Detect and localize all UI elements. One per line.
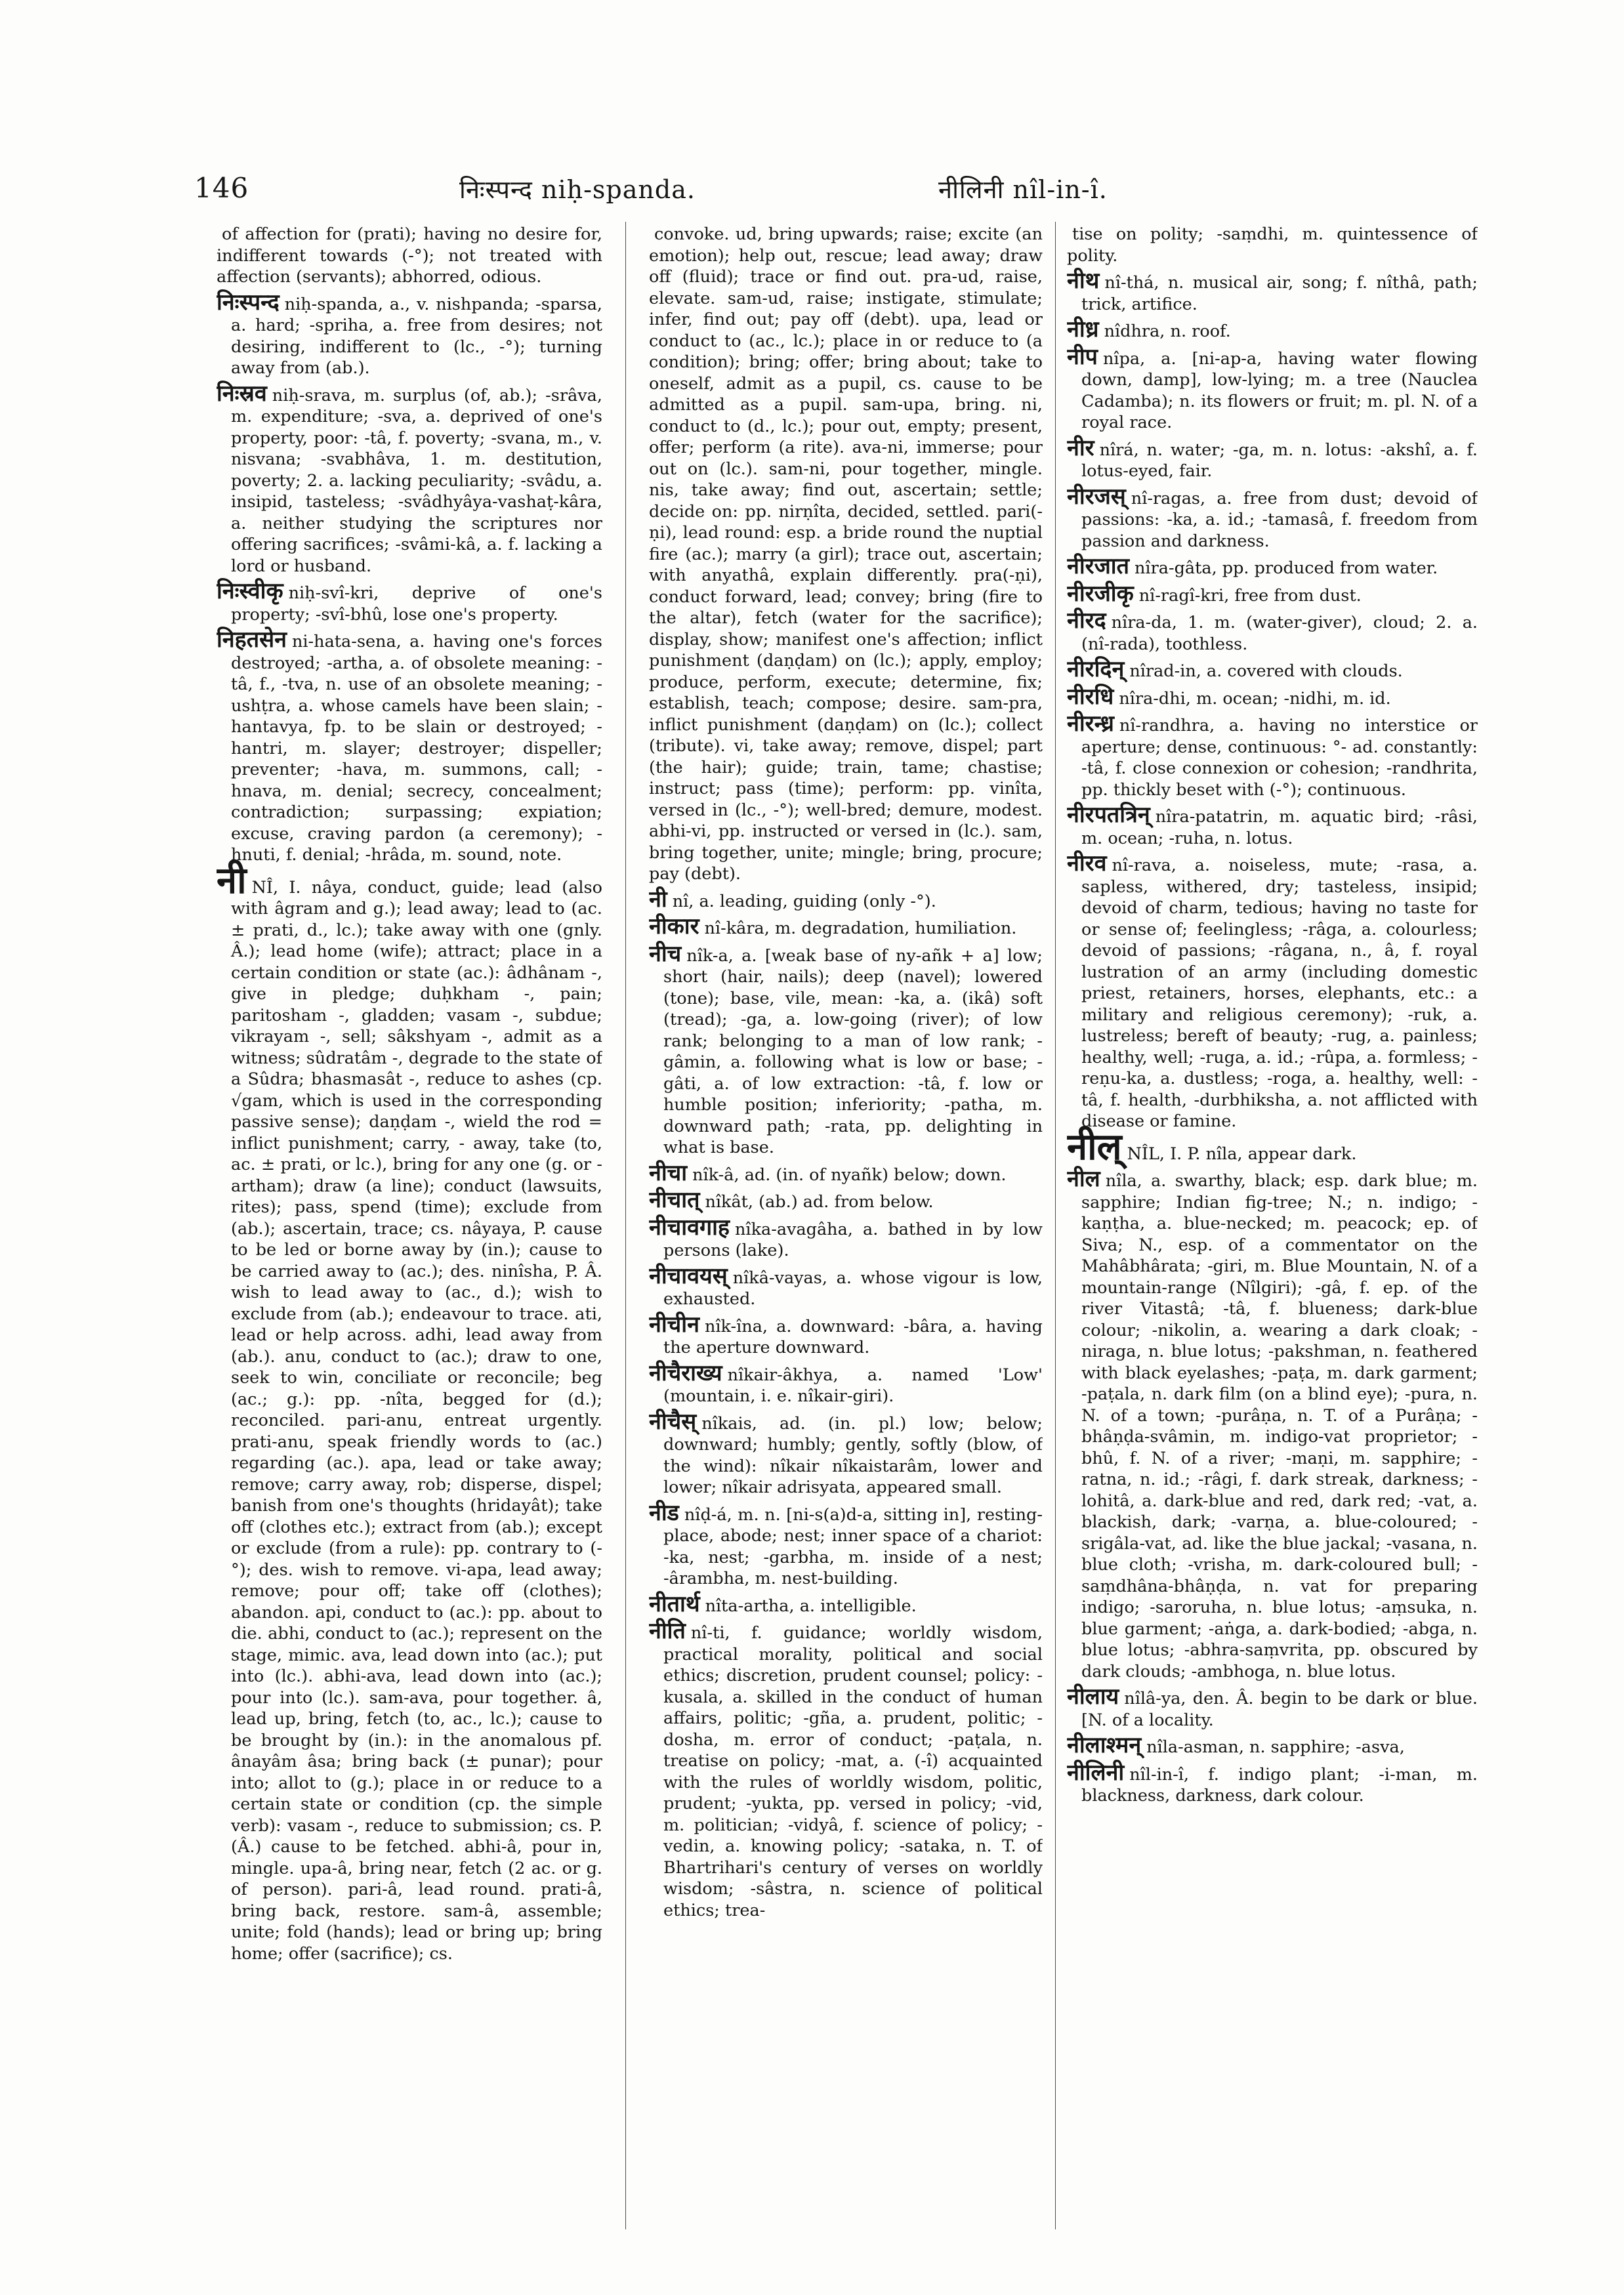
dictionary-entry (217, 222, 602, 288)
entry-headword: नीर (1067, 434, 1094, 461)
entry-headword: नीचावयस् (649, 1262, 728, 1289)
entry-headword: नीप (1067, 343, 1098, 370)
page-number: 146 (194, 172, 249, 204)
column-3 (1067, 222, 1478, 2256)
entry-text: nîḍ-á, m. n. [ni-s(a)d-a, sitting in], resting-place, abode; nest; inner space of a chariot: -ka, nest; -garbha, m. inside of a nest; -ârambha, m. nest-building. (663, 1504, 1043, 1588)
entry-headword: नीच (649, 940, 682, 967)
entry-text: nîpa, a. [ni-ap-a, having water flowing down, damp], low-lying; m. a tree (Nauclea Cadamba); n. its flowers or fruit; m. pl. N. of a royal race. (1081, 348, 1478, 432)
entry-text: nîk-a, a. [weak base of ny-añk + a] low; short (hair, nails); deep (navel); lowered (tone); base, vile, mean: -ka, a. (ikâ) soft (tread); -ga, a. low-going (river); of low rank; belonging to a man of low rank; -gâmin, a. following what is low or base; -gâti, a. of low extraction: -tâ, f. low or humble position; inferiority; -patha, m. downward path; -rata, pp. delighting in what is base. (663, 945, 1043, 1157)
entry-headword: नीरद (1067, 608, 1106, 634)
entry-text: nî-kâra, m. degradation, humiliation. (704, 919, 1017, 938)
dictionary-entry (1067, 713, 1478, 800)
entry-headword: नील (1067, 1166, 1100, 1192)
entry-text: niḥ-svî-kri, deprive of one's property; -svî-bhû, lose one's property. (231, 583, 602, 625)
entry-text: nîk-â, ad. (in. of nyañk) below; down. (692, 1165, 1007, 1185)
dictionary-entry (649, 1189, 1043, 1213)
dictionary-entry (1067, 1125, 1478, 1168)
dictionary-entry (1067, 1732, 1478, 1758)
dictionary-entry (649, 1159, 1043, 1186)
dictionary-entry (217, 578, 602, 625)
entry-text: nîka-avagâha, a. bathed in by low persons (lake). (663, 1219, 1043, 1260)
entry-text: nî, a. leading, guiding (only -°). (672, 891, 936, 911)
entry-headword: नीरजस् (1067, 483, 1126, 510)
entry-headword: निःस्पन्द (217, 289, 280, 316)
entry-text: nî-rava, a. noiseless, mute; -rasa, a. sapless, withered, dry; tasteless, insipid; devoid of charm, tedious; having no taste for or sense of; feelingless; -râga, a. colourless; devoid of passions; -râgana, n., â, f. royal lustration of an army (including domestic priest, retainers, horses, elephants, etc.: a military and religious ceremony); -ruk, a. lustreless; bereft of beauty; -rug, a. painless; healthy, well; -ruga, a. id.; -rûpa, a. formless; -reṇu-ka, a. dustless; -roga, a. healthy, well: -tâ, f. health, -durbhiksha, a. not afflicted with disease or famine. (1081, 856, 1478, 1131)
dictionary-entry (217, 380, 602, 577)
entry-text: nîk-îna, a. downward: -bâra, a. having the aperture downward. (663, 1316, 1043, 1357)
dictionary-entry (217, 629, 602, 866)
dictionary-entry (649, 1214, 1043, 1262)
entry-headword: नीलाश्मन् (1067, 1732, 1142, 1758)
right-running-head: नीलिनी nîl-in-î. (938, 175, 1108, 204)
entry-text: niḥ-spanda, a., v. nishpanda; -sparsa, a. hard; -spriha, a. free from desires; not desiring, indifferent to (lc., -°); turning away from (ab.). (231, 294, 602, 378)
entry-text: convoke. ud, bring upwards; raise; excite (an emotion); help out, rescue; lead away; draw off (fluid); trace or find out. pra-ud, raise, elevate. sam-ud, raise; instigate, stimulate; infer, find out; pay off (debt). upa, lead or conduct to (ac., lc.); place in or reduce to (a condition); bring; offer; bring about; take to oneself, admit as a pupil, cs. cause to be admitted as a pupil. sam-upa, bring. ni, conduct to (d., lc.); pour out, empty; present, offer; perform (a rite). ava-ni, immerse; pour out on (lc.). sam-ni, pour together, mingle. nis, take away; find out, ascertain; settle; decide on: pp. nirṇîta, decided, settled. pari(-ṇi), lead round: esp. a bride round the nuptial fire (ac.); marry (a girl); trace out, ascertain; with anyathâ, explain differently. pra(-ṇi), conduct forward, lead; convey; bring (fire to the altar), fetch (water for the sacrifice); display, show; manifest one's affection; inflict punishment (daṇḍam) on (lc.); apply, employ; produce, perform, execute; determine, fix; establish, teach; compose; desire. sam-pra, inflict punishment (daṇḍam) on (lc.); collect (tribute). vi, take away; remove, dispel; part (the hair); guide; train, tame; chastise; instruct; pass (time); perform: pp. vinîta, versed in (lc., -°); well-bred; demure, modest. abhi-vi, pp. instructed or versed in (lc.). sam, bring together, unite; mingle; bring, procure; pay (debt). (649, 224, 1043, 884)
entry-headword: नीलिनी (1067, 1759, 1125, 1786)
dictionary-entry (1067, 222, 1478, 266)
dictionary-entry (1067, 553, 1478, 579)
dictionary-entry (1067, 483, 1478, 552)
dictionary-entry (649, 913, 1043, 940)
dictionary-entry (649, 1359, 1043, 1407)
entry-headword: नीरदिन् (1067, 656, 1125, 682)
entry-text: nîkais, ad. (in. pl.) low; below; downward; humbly; gently, softly (blow, of the wind): nîkair nîkaistarâm, lower and lower; nîkair adrisyata, appeared small. (663, 1413, 1043, 1497)
entry-headword: निहतसेन (217, 627, 287, 653)
left-running-head: निःस्पन्द niḥ-spanda. (459, 175, 696, 204)
entry-text: nîl-in-î, f. indigo plant; -i-man, m. blackness, darkness, dark colour. (1081, 1764, 1478, 1806)
dictionary-entry (1067, 434, 1478, 482)
entry-text: nîra-dhi, m. ocean; -nidhi, m. id. (1119, 688, 1391, 709)
entry-text: nîra-patatrin, m. aquatic bird; -râsi, m. ocean; -ruha, n. lotus. (1081, 807, 1478, 848)
entry-text: nî-ragî-kri, free from dust. (1138, 585, 1362, 606)
entry-text: nîlâ-ya, den. Â. begin to be dark or blue. [N. of a locality. (1081, 1689, 1478, 1730)
entry-headword: नीचैराख्य (649, 1359, 722, 1386)
entry-text: nîra-gâta, pp. produced from water. (1135, 558, 1438, 578)
dictionary-entry (1067, 316, 1478, 342)
entry-headword: नीकार (649, 913, 699, 940)
dictionary-entry (649, 1590, 1043, 1617)
entry-headword: नीरजीकृ (1067, 580, 1134, 607)
entry-headword: नी (649, 886, 667, 913)
dictionary-entry (1067, 1759, 1478, 1807)
entry-text: nîkât, (ab.) ad. from below. (705, 1192, 934, 1212)
entry-headword: नी (217, 858, 247, 902)
entry-headword: निःस्वीकृ (217, 578, 283, 604)
column-2 (649, 222, 1043, 2256)
entry-headword: निःस्रव (217, 380, 267, 407)
dictionary-entry (649, 940, 1043, 1159)
entry-text: NÎL, I. P. nîla, appear dark. (1127, 1144, 1357, 1164)
dictionary-entry (649, 1618, 1043, 1921)
entry-text: nîkâ-vayas, a. whose vigour is low, exhausted. (663, 1268, 1043, 1309)
entry-text: niḥ-srava, m. surplus (of, ab.); -srâva, m. expenditure; -sva, a. deprived of one's property, poor: -tâ, f. poverty; -svana, m., v. nisvana; -svabhâva, 1. m. destitution, poverty; 2. a. lacking peculiarity; -svâdu, a. insipid, tasteless; -svâdhyâya-vashaṭ-kâra, a. neither studying the scriptures nor offering sacrifices; -svâmi-kâ, a. f. lacking a lord or husband. (231, 385, 602, 576)
column-divider (625, 222, 626, 2229)
dictionary-entry (649, 222, 1043, 885)
entry-headword: नीड (649, 1499, 679, 1526)
dictionary-entry (1067, 683, 1478, 710)
dictionary-entry (649, 886, 1043, 913)
entry-headword: नील् (1067, 1125, 1122, 1168)
entry-text: nîta-artha, a. intelligible. (705, 1596, 917, 1616)
entry-text: nîla-asman, n. sapphire; -asva, (1146, 1737, 1405, 1757)
dictionary-entry (1067, 1686, 1478, 1731)
entry-headword: नीरन्ध्र (1067, 711, 1114, 737)
dictionary-entry (1067, 343, 1478, 434)
dictionary-entry (217, 289, 602, 379)
dictionary-entry (1067, 580, 1478, 607)
entry-text: nî-ragas, a. free from dust; devoid of passions: -ka, a. id.; -tamasâ, f. freedom from passion and darkness. (1081, 488, 1478, 551)
dictionary-entry (1067, 1168, 1478, 1682)
entry-text: NÎ, I. nâya, conduct, guide; lead (also with âgram and g.); lead away; lead to (ac. ± prati, d., lc.); take away with one (gnly. Â.); lead home (wife); attract; place in a certain condition or state (ac.): âdhânam -, give in pledge; duḥkham -, pain; paritosham -, gladden; vasam -, subdue; vikrayam -, sell; sâkshyam -, admit as a witness; sûdratâm -, degrade to the state of a Sûdra; bhasmasât -, reduce to ashes (cp. √gam, which is used in the corresponding passive sense); daṇḍam -, wield the rod = inflict punishment; carry, - away, take (to, ac. ± prati, or lc.), bring for any one (g. or -artham); draw (a line); conduct (lawsuits, rites); pass, spend (time); exclude from (ab.); ascertain, trace; cs. nâyaya, P. cause to be led or borne away by (in.); cause to be carried away to (ac.); des. ninîsha, P. Â. wish to lead away to (ac., d.); wish to exclude from (ab.); endeavour to trace. ati, lead or help across. adhi, lead away from (ab.). anu, conduct to (ac.); draw to one, seek to win, conciliate or reconcile; beg (ac.; g.): pp. -nîta, begged for (d.); reconciled. pari-anu, entreat urgently. prati-anu, speak friendly words to (ac.) regarding (ac.). apa, lead or take away; remove; carry away, rob; disperse, dispel; banish from one's thoughts (hridayât); take off (clothes etc.); extract from (ab.); except or exclude (from a rule): pp. contrary to (-°); des. wish to remove. vi-apa, lead away; remove; pour off; take off (clothes); abandon. api, conduct to (ac.): pp. about to die. abhi, conduct to (ac.); represent on the stage, mimic. ava, lead down into (ac.); put into (lc.). abhi-ava, lead down into (ac.); pour into (lc.). sam-ava, pour together. â, lead up, bring, fetch (to, ac., lc.); cause to be brought by (in.): in the anomalous pf. ânayâm âsa; bring back (± punar); pour into; allot to (g.); place in or reduce to a certain state or condition (cp. the simple verb): vasam -, reduce to submission; cs. P. (Â.) cause to be fetched. abhi-â, pour in, mingle. upa-â, bring near, fetch (2 ac. or g. of person). pari-â, lead round. prati-â, bring back, restore. sam-â, assemble; unite; fold (hands); lead or bring up; bring home; offer (sacrifice); cs. (231, 877, 602, 1964)
entry-headword: नीलाय (1067, 1684, 1119, 1710)
entry-text: tise on polity; -saṃdhi, m. quintessence of polity. (1067, 224, 1478, 266)
entry-text: nîra-da, 1. m. (water-giver), cloud; 2. a. (nî-rada), toothless. (1081, 613, 1478, 654)
entry-headword: नीरजात (1067, 553, 1129, 579)
entry-headword: नीचात् (649, 1187, 700, 1213)
dictionary-entry (1067, 610, 1478, 655)
entry-text: nîla, a. swarthy, black; esp. dark blue; m. sapphire; Indian fig-tree; N.; n. indigo; -kaṇṭha, a. blue-necked; m. peacock; ep. of Siva; N., esp. of a commentator on the Mahâbhârata; -giri, m. Blue Mountain, N. of a mountain-range (Nîlgiri); -gâ, f. ep. of the river Vitastâ; -tâ, f. blueness; dark-blue colour; -nikolin, a. wearing a dark cloak; -niraga, n. blue lotus; -pakshman, n. feathered with black eyelashes; -paṭa, m. dark garment; -paṭala, n. dark film (on a blind eye); -pura, n. N. of a town; -purâṇa, n. T. of a Purâṇa; -bhâṇḍa-svâmin, m. indigo-vat proprietor; -bhû, f. N. of a river; -maṇi, m. sapphire; -ratna, n. id.; -râgi, f. dark streak, darkness; -lohitâ, a. dark-blue and red, dark red; -vat, a. blackish, dark; -varṇa, a. blue-coloured; -srigâla-vat, ad. like the blue jackal; -vasana, n. blue cloth; -vrisha, m. dark-coloured bull; -saṃdhâna-bhâṇḍa, n. vat for preparing indigo; -saroruha, n. blue lotus; -aṃsuka, n. blue garment; -aṅga, a. dark-bodied; -abga, n. blue lotus; -abhra-saṃvrita, pp. obscured by dark clouds; -ambhoga, n. blue lotus. (1081, 1171, 1478, 1682)
entry-headword: नीरधि (1067, 683, 1114, 710)
entry-headword: नीति (649, 1618, 686, 1644)
dictionary-entry (649, 1311, 1043, 1359)
dictionary-entry (1067, 804, 1478, 849)
dictionary-entry (649, 1262, 1043, 1310)
entry-headword: नीध्र (1067, 316, 1099, 342)
dictionary-entry (1067, 656, 1478, 682)
dictionary-entry (1067, 850, 1478, 1132)
dictionary-entry (1067, 270, 1478, 315)
dictionary-entry (217, 858, 602, 1965)
dictionary-entry (649, 1408, 1043, 1499)
entry-text: nîkair-âkhya, a. named 'Low' (mountain, i. e. nîkair-giri). (663, 1365, 1043, 1406)
entry-headword: नीचावगाह (649, 1214, 730, 1241)
entry-headword: नीरपतत्रिन् (1067, 802, 1150, 828)
entry-headword: नीतार्थ (649, 1590, 700, 1617)
entry-text: nî-ti, f. guidance; worldly wisdom, practical morality, political and social ethics; discretion, prudent counsel; policy: -kusala, a. skilled in the conduct of human affairs, politic; -gña, a. prudent, politic; -dosha, m. error of conduct; -paṭala, n. treatise on policy; -mat, a. (-î) acquainted with the rules of worldly wisdom, politic, prudent; -yukta, pp. versed in policy; -vid, m. politician; -vidyâ, f. science of policy; -vedin, a. knowing policy; -sataka, n. T. of Bhartrihari's century of verses on worldly wisdom; -sâstra, n. science of political ethics; trea- (663, 1623, 1043, 1920)
entry-text: nî-randhra, a. having no interstice or aperture; dense, continuous: °- ad. constantly: -tâ, f. close connexion or cohesion; -randhrita, pp. thickly beset with (-°); continuous. (1081, 716, 1478, 800)
entry-headword: नीचीन (649, 1311, 699, 1338)
entry-text: ni-hata-sena, a. having one's forces destroyed; -artha, a. of obsolete meaning: -tâ, f., -tva, n. use of an obsolete meaning; -ushṭra, a. whose camels have been slain; -hantavya, fp. to be slain or destroyed; -hantri, m. slayer; destroyer; dispeller; preventer; -hava, m. summons, call; -hnava, m. denial; secrecy, concealment; contradiction; surpassing; expiation; excuse, craving pardon (a ceremony); -hnuti, f. denial; -hrâda, m. sound, note. (231, 632, 602, 865)
column-divider (1055, 222, 1056, 2229)
entry-text: of affection for (prati); having no desire for, indifferent towards (-°); not treated with affection (servants); abhorred, odious. (217, 224, 602, 287)
entry-text: nîdhra, n. roof. (1104, 321, 1231, 341)
entry-text: nî-thá, n. musical air, song; f. nîthâ, path; trick, artifice. (1081, 273, 1478, 314)
entry-headword: नीथ (1067, 268, 1100, 294)
entry-headword: नीचैस् (649, 1408, 697, 1435)
entry-text: nîrad-in, a. covered with clouds. (1129, 661, 1403, 681)
entry-headword: नीचा (649, 1159, 688, 1186)
dictionary-entry (649, 1499, 1043, 1590)
column-1 (217, 222, 602, 2256)
entry-headword: नीरव (1067, 850, 1107, 877)
entry-text: nîrá, n. water; -ga, m. n. lotus: -akshî, a. f. lotus-eyed, fair. (1081, 440, 1478, 481)
